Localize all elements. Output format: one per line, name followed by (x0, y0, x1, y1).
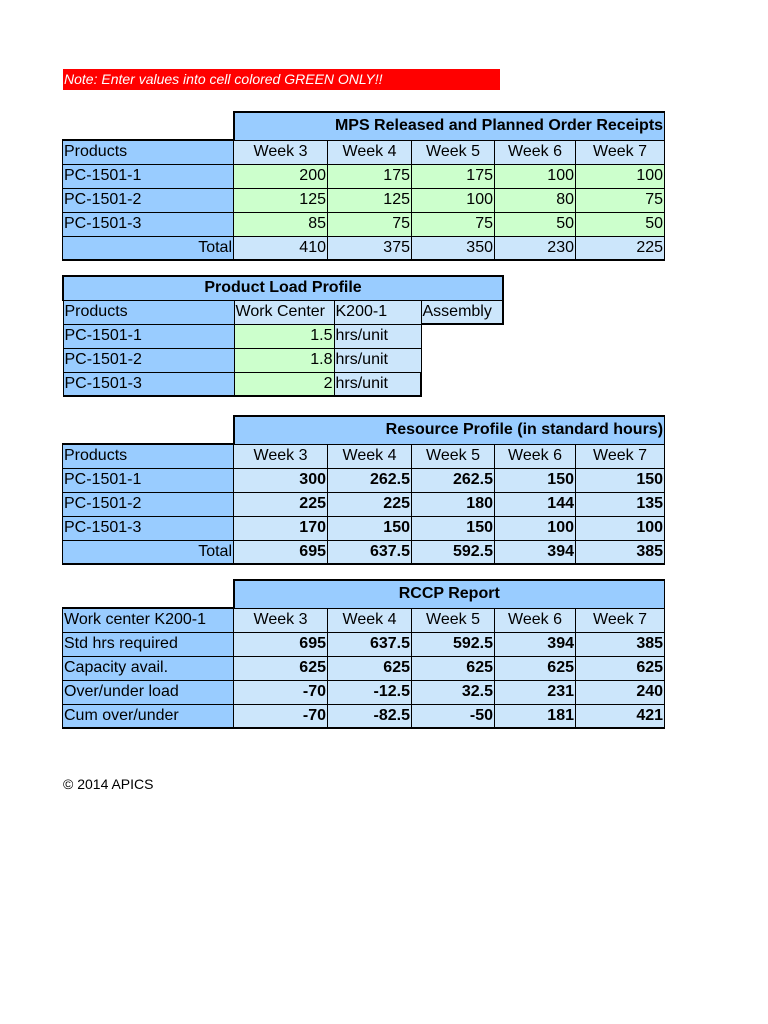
load-blank (421, 324, 503, 348)
load-blank (421, 348, 503, 372)
rccp-value-cell: 421 (576, 704, 665, 728)
mps-total-cell: 230 (495, 236, 576, 260)
resource-value-cell: 150 (412, 516, 495, 540)
mps-title: MPS Released and Planned Order Receipts (234, 112, 665, 140)
resource-profile-table (62, 415, 665, 565)
mps-input-cell[interactable]: 125 (234, 188, 328, 212)
mps-products-header: Products (63, 140, 234, 164)
load-product-label: PC-1501-2 (63, 348, 234, 372)
resource-value-cell: 170 (234, 516, 328, 540)
load-profile-table (62, 275, 504, 397)
resource-total-cell: 695 (234, 540, 328, 564)
mps-input-cell[interactable]: 100 (576, 164, 665, 188)
work-center-label: Work Center (234, 300, 334, 324)
mps-input-cell[interactable]: 100 (412, 188, 495, 212)
mps-input-cell[interactable]: 50 (576, 212, 665, 236)
mps-input-cell[interactable]: 75 (576, 188, 665, 212)
mps-total-cell: 225 (576, 236, 665, 260)
mps-product-label: PC-1501-1 (63, 164, 234, 188)
resource-products-header: Products (63, 444, 234, 468)
rccp-value-cell: -12.5 (328, 680, 412, 704)
resource-value-cell: 144 (495, 492, 576, 516)
rccp-value-cell: 385 (576, 632, 665, 656)
rccp-value-cell: 592.5 (412, 632, 495, 656)
rccp-week-header: Week 7 (576, 608, 665, 632)
mps-week-header: Week 7 (576, 140, 665, 164)
rccp-value-cell: 32.5 (412, 680, 495, 704)
resource-total-cell: 394 (495, 540, 576, 564)
mps-input-cell[interactable]: 80 (495, 188, 576, 212)
rccp-blank-corner (63, 580, 234, 608)
rccp-row-label: Std hrs required (63, 632, 234, 656)
resource-value-cell: 150 (328, 516, 412, 540)
rccp-week-header: Week 3 (234, 608, 328, 632)
load-unit: hrs/unit (334, 324, 421, 348)
resource-week-header: Week 5 (412, 444, 495, 468)
rccp-title: RCCP Report (234, 580, 665, 608)
resource-value-cell: 180 (412, 492, 495, 516)
rccp-value-cell: 625 (234, 656, 328, 680)
mps-product-label: PC-1501-2 (63, 188, 234, 212)
resource-value-cell: 100 (495, 516, 576, 540)
resource-product-label: PC-1501-2 (63, 492, 234, 516)
rccp-value-cell: 240 (576, 680, 665, 704)
load-product-label: PC-1501-3 (63, 372, 234, 396)
rccp-week-header: Week 6 (495, 608, 576, 632)
mps-input-cell[interactable]: 75 (328, 212, 412, 236)
resource-total-cell: 385 (576, 540, 665, 564)
load-input-cell[interactable]: 1.5 (234, 324, 334, 348)
mps-total-cell: 375 (328, 236, 412, 260)
resource-value-cell: 262.5 (412, 468, 495, 492)
load-unit: hrs/unit (334, 372, 421, 396)
resource-total-cell: 592.5 (412, 540, 495, 564)
resource-product-label: PC-1501-3 (63, 516, 234, 540)
mps-week-header: Week 6 (495, 140, 576, 164)
load-unit: hrs/unit (334, 348, 421, 372)
load-input-cell[interactable]: 1.8 (234, 348, 334, 372)
rccp-value-cell: 625 (328, 656, 412, 680)
mps-table (62, 111, 665, 261)
resource-profile-title: Resource Profile (in standard hours) (234, 416, 665, 444)
resource-value-cell: 262.5 (328, 468, 412, 492)
rccp-value-cell: -70 (234, 680, 328, 704)
load-profile-title: Product Load Profile (63, 276, 503, 300)
mps-week-header: Week 5 (412, 140, 495, 164)
rccp-value-cell: -82.5 (328, 704, 412, 728)
mps-input-cell[interactable]: 100 (495, 164, 576, 188)
rccp-row-label: Capacity avail. (63, 656, 234, 680)
resource-value-cell: 150 (495, 468, 576, 492)
mps-total-cell: 410 (234, 236, 328, 260)
mps-input-cell[interactable]: 85 (234, 212, 328, 236)
load-products-header: Products (63, 300, 234, 324)
green-cells-note: Note: Enter values into cell colored GREEN ONLY!! (63, 69, 500, 90)
rccp-report-table (62, 579, 665, 729)
resource-value-cell: 100 (576, 516, 665, 540)
resource-blank-corner (63, 416, 234, 444)
resource-week-header: Week 4 (328, 444, 412, 468)
mps-input-cell[interactable]: 50 (495, 212, 576, 236)
assembly-label: Assembly (421, 300, 503, 324)
rccp-value-cell: -70 (234, 704, 328, 728)
work-center-value: K200-1 (334, 300, 421, 324)
resource-value-cell: 225 (234, 492, 328, 516)
load-blank (421, 372, 503, 396)
resource-total-label: Total (63, 540, 234, 564)
resource-week-header: Week 6 (495, 444, 576, 468)
rccp-week-header: Week 5 (412, 608, 495, 632)
rccp-value-cell: 637.5 (328, 632, 412, 656)
rccp-value-cell: 695 (234, 632, 328, 656)
mps-input-cell[interactable]: 200 (234, 164, 328, 188)
rccp-row-label: Over/under load (63, 680, 234, 704)
resource-week-header: Week 3 (234, 444, 328, 468)
mps-product-label: PC-1501-3 (63, 212, 234, 236)
mps-input-cell[interactable]: 75 (412, 212, 495, 236)
rccp-value-cell: 394 (495, 632, 576, 656)
resource-product-label: PC-1501-1 (63, 468, 234, 492)
resource-value-cell: 150 (576, 468, 665, 492)
rccp-value-cell: 625 (412, 656, 495, 680)
copyright-footer: © 2014 APICS (63, 776, 154, 792)
mps-blank-corner (63, 112, 234, 140)
rccp-week-header: Week 4 (328, 608, 412, 632)
rccp-work-center-header: Work center K200-1 (63, 608, 234, 632)
rccp-value-cell: 625 (576, 656, 665, 680)
rccp-row-label: Cum over/under (63, 704, 234, 728)
mps-total-label: Total (63, 236, 234, 260)
mps-week-header: Week 4 (328, 140, 412, 164)
rccp-value-cell: 625 (495, 656, 576, 680)
mps-week-header: Week 3 (234, 140, 328, 164)
rccp-value-cell: 231 (495, 680, 576, 704)
rccp-value-cell: -50 (412, 704, 495, 728)
mps-input-cell[interactable]: 175 (328, 164, 412, 188)
resource-week-header: Week 7 (576, 444, 665, 468)
mps-input-cell[interactable]: 175 (412, 164, 495, 188)
resource-value-cell: 225 (328, 492, 412, 516)
resource-value-cell: 300 (234, 468, 328, 492)
resource-value-cell: 135 (576, 492, 665, 516)
load-product-label: PC-1501-1 (63, 324, 234, 348)
mps-input-cell[interactable]: 125 (328, 188, 412, 212)
rccp-value-cell: 181 (495, 704, 576, 728)
mps-total-cell: 350 (412, 236, 495, 260)
load-input-cell[interactable]: 2 (234, 372, 334, 396)
resource-total-cell: 637.5 (328, 540, 412, 564)
